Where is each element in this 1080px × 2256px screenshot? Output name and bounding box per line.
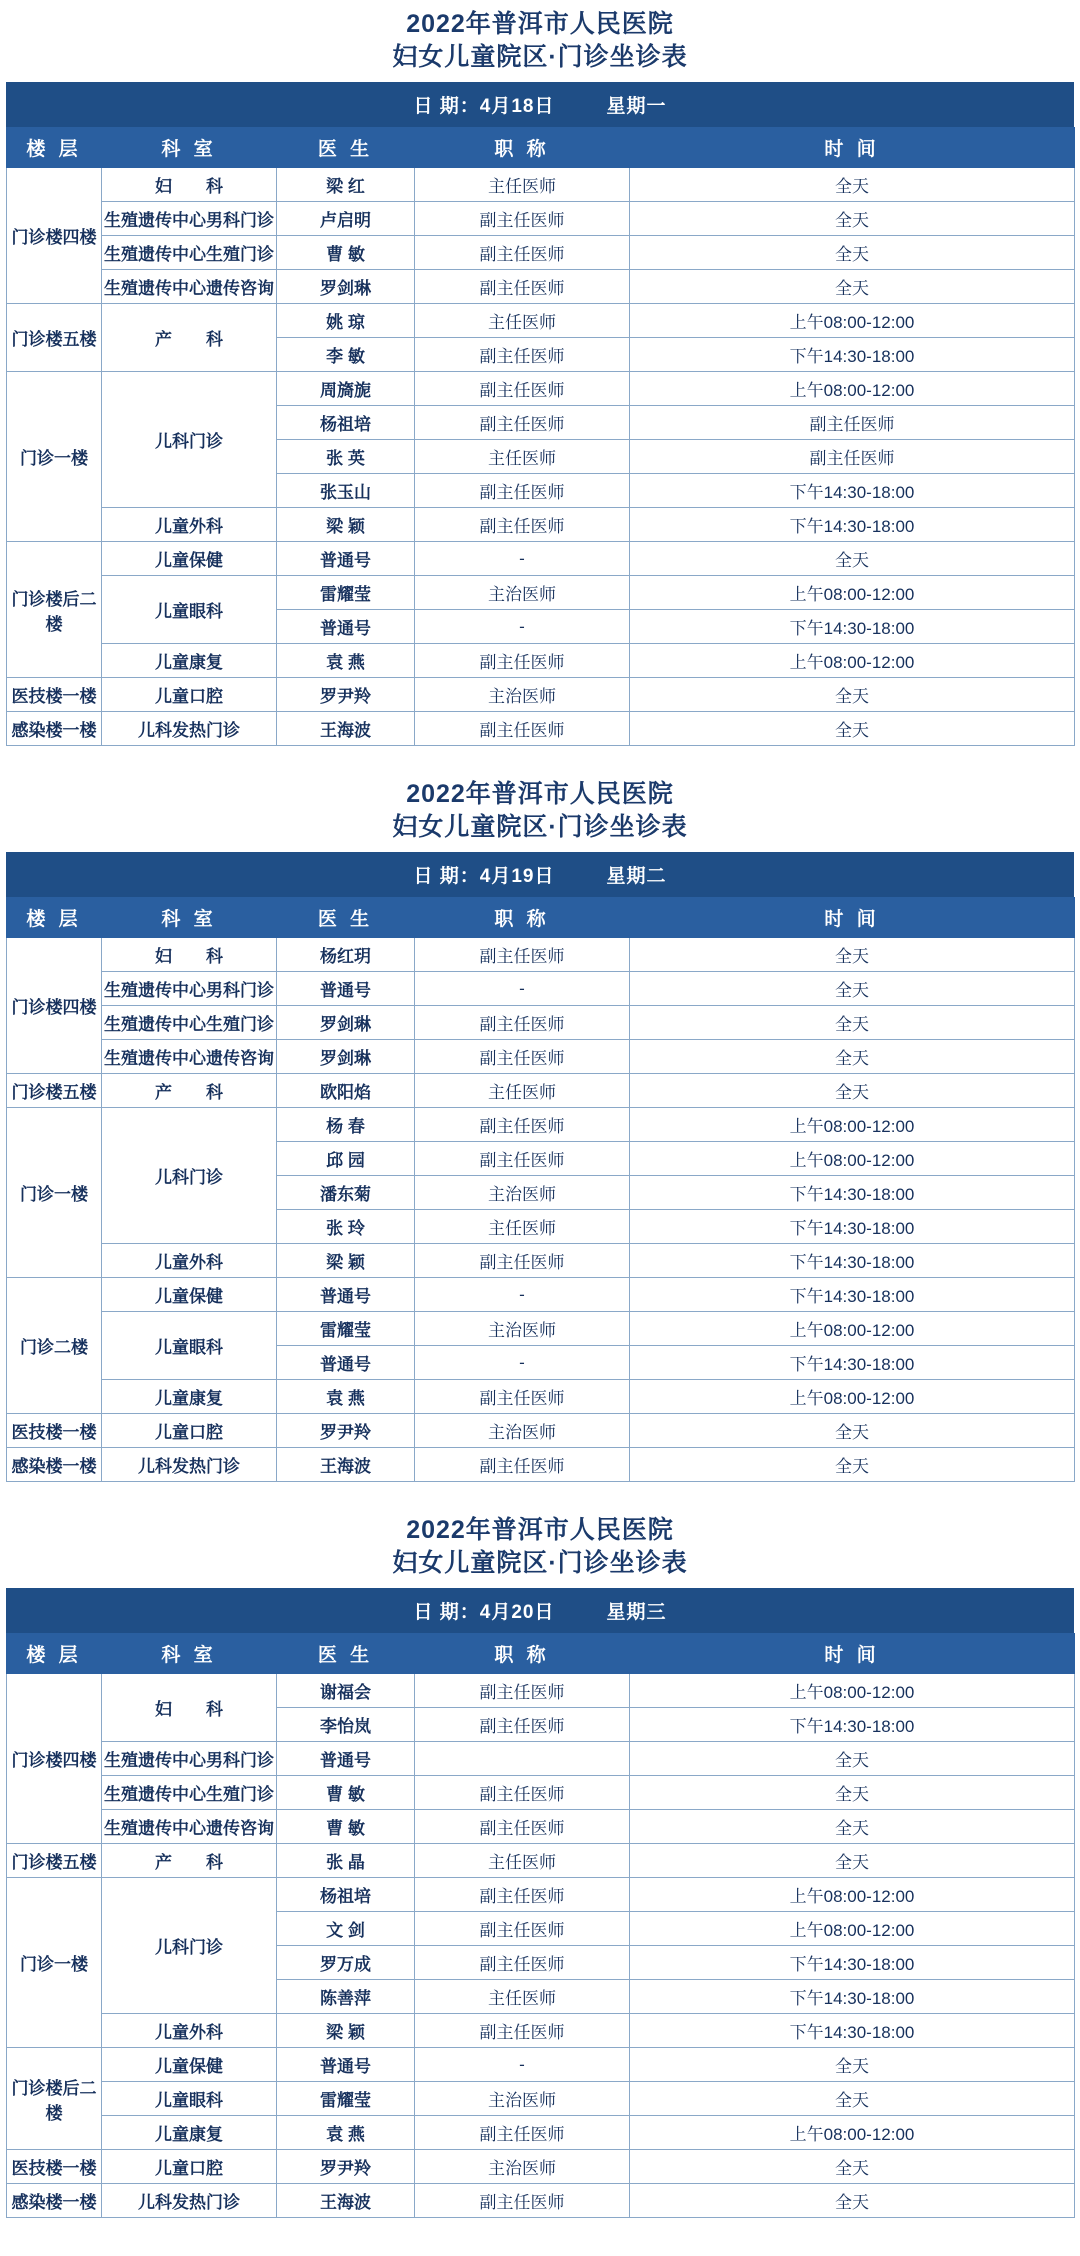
column-header: 科 室	[102, 1634, 277, 1674]
schedule-table-block	[6, 1510, 1074, 2218]
table-row	[7, 372, 1075, 406]
doctor-cell: 罗尹羚	[277, 2150, 415, 2184]
time-cell: 全天	[630, 270, 1075, 304]
floor-cell: 门诊楼后二楼	[7, 2048, 102, 2150]
department-cell: 儿童眼科	[102, 576, 277, 644]
department-cell: 儿童康复	[102, 644, 277, 678]
doctor-cell: 卢启明	[277, 202, 415, 236]
time-cell: 上午08:00-12:00	[630, 1108, 1075, 1142]
schedule-table-block	[6, 4, 1074, 746]
doctor-cell: 梁 红	[277, 168, 415, 202]
clinic-schedule-table	[6, 127, 1075, 746]
doctor-title-cell: 主治医师	[415, 678, 630, 712]
doctor-title-cell: -	[415, 1346, 630, 1380]
doctor-title-cell	[415, 1742, 630, 1776]
department-cell: 儿童保健	[102, 542, 277, 576]
department-cell: 产 科	[102, 1074, 277, 1108]
table-row	[7, 1006, 1075, 1040]
column-header: 科 室	[102, 128, 277, 168]
table-row	[7, 1810, 1075, 1844]
doctor-title-cell: 主任医师	[415, 1074, 630, 1108]
table-row	[7, 1040, 1075, 1074]
clinic-schedule-table	[6, 897, 1075, 1482]
department-cell: 生殖遗传中心生殖门诊	[102, 236, 277, 270]
department-cell: 儿科门诊	[102, 1108, 277, 1244]
floor-cell: 门诊楼五楼	[7, 304, 102, 372]
department-cell: 儿童外科	[102, 2014, 277, 2048]
time-cell: 下午14:30-18:00	[630, 1244, 1075, 1278]
department-cell: 儿童保健	[102, 2048, 277, 2082]
doctor-cell: 袁 燕	[277, 644, 415, 678]
department-cell: 生殖遗传中心遗传咨询	[102, 1810, 277, 1844]
department-cell: 妇 科	[102, 168, 277, 202]
doctor-cell: 罗尹羚	[277, 1414, 415, 1448]
doctor-cell: 普通号	[277, 972, 415, 1006]
time-cell: 下午14:30-18:00	[630, 610, 1075, 644]
department-cell: 生殖遗传中心生殖门诊	[102, 1006, 277, 1040]
table-row	[7, 1448, 1075, 1482]
doctor-cell: 张 晶	[277, 1844, 415, 1878]
table-row	[7, 712, 1075, 746]
department-cell: 产 科	[102, 304, 277, 372]
table-row	[7, 202, 1075, 236]
floor-cell: 感染楼一楼	[7, 2184, 102, 2218]
doctor-title-cell: 副主任医师	[415, 1108, 630, 1142]
table-header-row	[7, 898, 1075, 938]
table-row	[7, 270, 1075, 304]
column-header: 医 生	[277, 128, 415, 168]
doctor-cell: 普通号	[277, 610, 415, 644]
floor-cell: 门诊二楼	[7, 1278, 102, 1414]
column-header: 医 生	[277, 898, 415, 938]
table-row	[7, 938, 1075, 972]
table-row	[7, 542, 1075, 576]
doctor-cell: 梁 颖	[277, 1244, 415, 1278]
doctor-title-cell: 副主任医师	[415, 202, 630, 236]
time-cell: 全天	[630, 972, 1075, 1006]
floor-cell: 门诊楼四楼	[7, 168, 102, 304]
date-bar	[6, 82, 1074, 127]
column-header: 职 称	[415, 1634, 630, 1674]
doctor-cell: 李 敏	[277, 338, 415, 372]
doctor-title-cell: 主治医师	[415, 2082, 630, 2116]
time-cell: 下午14:30-18:00	[630, 1210, 1075, 1244]
doctor-cell: 罗剑琳	[277, 270, 415, 304]
doctor-title-cell: 主治医师	[415, 2150, 630, 2184]
weekday-value: 星期二	[606, 866, 667, 887]
doctor-title-cell: 副主任医师	[415, 508, 630, 542]
doctor-title-cell: -	[415, 542, 630, 576]
time-cell: 下午14:30-18:00	[630, 508, 1075, 542]
doctor-title-cell: 副主任医师	[415, 644, 630, 678]
column-header: 楼 层	[7, 898, 102, 938]
time-cell: 上午08:00-12:00	[630, 1912, 1075, 1946]
time-cell: 全天	[630, 202, 1075, 236]
doctor-cell: 雷耀莹	[277, 1312, 415, 1346]
table-row	[7, 1674, 1075, 1708]
doctor-title-cell: -	[415, 2048, 630, 2082]
doctor-cell: 李怡岚	[277, 1708, 415, 1742]
time-cell: 下午14:30-18:00	[630, 1176, 1075, 1210]
weekday-value: 星期三	[606, 1602, 667, 1623]
date-label: 日 期：	[413, 866, 480, 887]
column-header: 科 室	[102, 898, 277, 938]
doctor-cell: 曹 敏	[277, 1776, 415, 1810]
doctor-cell: 张玉山	[277, 474, 415, 508]
department-cell: 儿童保健	[102, 1278, 277, 1312]
doctor-title-cell: 副主任医师	[415, 1946, 630, 1980]
doctor-title-cell: 副主任医师	[415, 1380, 630, 1414]
doctor-cell: 普通号	[277, 1278, 415, 1312]
doctor-cell: 杨祖培	[277, 406, 415, 440]
table-row	[7, 508, 1075, 542]
table-row	[7, 1776, 1075, 1810]
doctor-title-cell: 主治医师	[415, 1312, 630, 1346]
table-row	[7, 2116, 1075, 2150]
department-cell: 产 科	[102, 1844, 277, 1878]
department-cell: 儿童眼科	[102, 1312, 277, 1380]
doctor-title-cell: 副主任医师	[415, 2184, 630, 2218]
time-cell: 下午14:30-18:00	[630, 338, 1075, 372]
table-row	[7, 972, 1075, 1006]
time-cell: 上午08:00-12:00	[630, 644, 1075, 678]
time-cell: 上午08:00-12:00	[630, 576, 1075, 610]
table-row	[7, 1312, 1075, 1346]
department-cell: 儿科门诊	[102, 372, 277, 508]
time-cell: 上午08:00-12:00	[630, 1878, 1075, 1912]
department-cell: 儿科门诊	[102, 1878, 277, 2014]
doctor-title-cell: 主任医师	[415, 440, 630, 474]
floor-cell: 医技楼一楼	[7, 1414, 102, 1448]
department-cell: 生殖遗传中心遗传咨询	[102, 270, 277, 304]
doctor-cell: 邱 园	[277, 1142, 415, 1176]
column-header: 时 间	[630, 898, 1075, 938]
table-row	[7, 1244, 1075, 1278]
department-cell: 生殖遗传中心男科门诊	[102, 202, 277, 236]
title-line-2: 妇女儿童院区·门诊坐诊表	[392, 813, 688, 841]
doctor-cell: 普通号	[277, 2048, 415, 2082]
date-value: 4月18日	[479, 96, 555, 117]
doctor-cell: 谢福会	[277, 1674, 415, 1708]
time-cell: 下午14:30-18:00	[630, 1946, 1075, 1980]
doctor-title-cell: 副主任医师	[415, 406, 630, 440]
doctor-cell: 雷耀莹	[277, 2082, 415, 2116]
column-header: 时 间	[630, 128, 1075, 168]
time-cell: 副主任医师	[630, 440, 1075, 474]
doctor-title-cell: 主治医师	[415, 1414, 630, 1448]
department-cell: 儿科发热门诊	[102, 2184, 277, 2218]
doctor-title-cell: -	[415, 610, 630, 644]
time-cell: 上午08:00-12:00	[630, 1312, 1075, 1346]
time-cell: 下午14:30-18:00	[630, 1346, 1075, 1380]
column-header: 职 称	[415, 898, 630, 938]
title-block	[6, 4, 1074, 82]
time-cell: 全天	[630, 1040, 1075, 1074]
column-header: 时 间	[630, 1634, 1075, 1674]
time-cell: 全天	[630, 938, 1075, 972]
department-cell: 生殖遗传中心生殖门诊	[102, 1776, 277, 1810]
table-row	[7, 1380, 1075, 1414]
weekday-value: 星期一	[606, 96, 667, 117]
time-cell: 下午14:30-18:00	[630, 1278, 1075, 1312]
table-row	[7, 2184, 1075, 2218]
doctor-cell: 雷耀莹	[277, 576, 415, 610]
doctor-title-cell: 主任医师	[415, 304, 630, 338]
column-header: 职 称	[415, 128, 630, 168]
doctor-cell: 潘东菊	[277, 1176, 415, 1210]
time-cell: 全天	[630, 1844, 1075, 1878]
doctor-cell: 普通号	[277, 1346, 415, 1380]
time-cell: 全天	[630, 542, 1075, 576]
column-header: 楼 层	[7, 128, 102, 168]
table-header-row	[7, 1634, 1075, 1674]
doctor-cell: 罗剑琳	[277, 1006, 415, 1040]
time-cell: 下午14:30-18:00	[630, 1708, 1075, 1742]
time-cell: 全天	[630, 1448, 1075, 1482]
doctor-cell: 陈善萍	[277, 1980, 415, 2014]
date-bar	[6, 852, 1074, 897]
doctor-title-cell: 主治医师	[415, 1176, 630, 1210]
doctor-title-cell: 主任医师	[415, 1210, 630, 1244]
time-cell: 全天	[630, 1414, 1075, 1448]
table-row	[7, 678, 1075, 712]
department-cell: 儿童口腔	[102, 678, 277, 712]
table-header-row	[7, 128, 1075, 168]
doctor-title-cell: 主任医师	[415, 168, 630, 202]
time-cell: 全天	[630, 678, 1075, 712]
department-cell: 儿童眼科	[102, 2082, 277, 2116]
time-cell: 全天	[630, 2082, 1075, 2116]
doctor-cell: 普通号	[277, 1742, 415, 1776]
doctor-title-cell: 副主任医师	[415, 938, 630, 972]
date-value: 4月19日	[479, 866, 555, 887]
doctor-cell: 曹 敏	[277, 236, 415, 270]
department-cell: 儿童康复	[102, 1380, 277, 1414]
department-cell: 儿童外科	[102, 508, 277, 542]
doctor-title-cell: 副主任医师	[415, 2014, 630, 2048]
title-line-2: 妇女儿童院区·门诊坐诊表	[392, 1549, 688, 1577]
doctor-cell: 罗剑琳	[277, 1040, 415, 1074]
department-cell: 儿科发热门诊	[102, 712, 277, 746]
table-row	[7, 1844, 1075, 1878]
floor-cell: 感染楼一楼	[7, 712, 102, 746]
table-row	[7, 1878, 1075, 1912]
table-row	[7, 1074, 1075, 1108]
doctor-title-cell: 副主任医师	[415, 474, 630, 508]
time-cell: 下午14:30-18:00	[630, 2014, 1075, 2048]
time-cell: 全天	[630, 2150, 1075, 2184]
doctor-cell: 王海波	[277, 1448, 415, 1482]
doctor-cell: 文 剑	[277, 1912, 415, 1946]
table-row	[7, 1742, 1075, 1776]
time-cell: 下午14:30-18:00	[630, 1980, 1075, 2014]
time-cell: 全天	[630, 2184, 1075, 2218]
floor-cell: 门诊楼四楼	[7, 1674, 102, 1844]
floor-cell: 医技楼一楼	[7, 678, 102, 712]
doctor-title-cell: 副主任医师	[415, 1244, 630, 1278]
time-cell: 全天	[630, 168, 1075, 202]
doctor-title-cell: 副主任医师	[415, 1878, 630, 1912]
department-cell: 生殖遗传中心男科门诊	[102, 1742, 277, 1776]
time-cell: 上午08:00-12:00	[630, 1674, 1075, 1708]
department-cell: 生殖遗传中心男科门诊	[102, 972, 277, 1006]
department-cell: 儿科发热门诊	[102, 1448, 277, 1482]
title-line-2: 妇女儿童院区·门诊坐诊表	[392, 43, 688, 71]
title-line-1: 2022年普洱市人民医院	[406, 1516, 674, 1544]
department-cell: 妇 科	[102, 1674, 277, 1742]
doctor-title-cell: 副主任医师	[415, 1040, 630, 1074]
table-row	[7, 576, 1075, 610]
time-cell: 全天	[630, 1776, 1075, 1810]
time-cell: 下午14:30-18:00	[630, 474, 1075, 508]
doctor-title-cell: 主任医师	[415, 1844, 630, 1878]
time-cell: 全天	[630, 1074, 1075, 1108]
table-row	[7, 1108, 1075, 1142]
doctor-title-cell: 主任医师	[415, 1980, 630, 2014]
date-value: 4月20日	[479, 1602, 555, 1623]
department-cell: 妇 科	[102, 938, 277, 972]
title-block	[6, 1510, 1074, 1588]
doctor-cell: 张 玲	[277, 1210, 415, 1244]
doctor-title-cell: 副主任医师	[415, 1142, 630, 1176]
doctor-title-cell: 副主任医师	[415, 236, 630, 270]
doctor-title-cell: 副主任医师	[415, 372, 630, 406]
doctor-cell: 周旖旎	[277, 372, 415, 406]
doctor-cell: 王海波	[277, 2184, 415, 2218]
time-cell: 上午08:00-12:00	[630, 1380, 1075, 1414]
doctor-cell: 张 英	[277, 440, 415, 474]
department-cell: 生殖遗传中心遗传咨询	[102, 1040, 277, 1074]
doctor-cell: 姚 琼	[277, 304, 415, 338]
column-header: 楼 层	[7, 1634, 102, 1674]
table-row	[7, 168, 1075, 202]
time-cell: 上午08:00-12:00	[630, 2116, 1075, 2150]
schedule-table-block	[6, 774, 1074, 1482]
doctor-title-cell: 主治医师	[415, 576, 630, 610]
floor-cell: 门诊楼五楼	[7, 1844, 102, 1878]
time-cell: 上午08:00-12:00	[630, 372, 1075, 406]
department-cell: 儿童口腔	[102, 1414, 277, 1448]
doctor-title-cell: 副主任医师	[415, 2116, 630, 2150]
column-header: 医 生	[277, 1634, 415, 1674]
date-label: 日 期：	[413, 1602, 480, 1623]
time-cell: 全天	[630, 712, 1075, 746]
doctor-title-cell: 副主任医师	[415, 1708, 630, 1742]
doctor-cell: 梁 颖	[277, 2014, 415, 2048]
time-cell: 副主任医师	[630, 406, 1075, 440]
time-cell: 全天	[630, 236, 1075, 270]
table-row	[7, 1414, 1075, 1448]
floor-cell: 门诊一楼	[7, 1878, 102, 2048]
doctor-cell: 杨 春	[277, 1108, 415, 1142]
time-cell: 上午08:00-12:00	[630, 1142, 1075, 1176]
table-row	[7, 2082, 1075, 2116]
doctor-title-cell: 副主任医师	[415, 1810, 630, 1844]
doctor-cell: 梁 颖	[277, 508, 415, 542]
time-cell: 全天	[630, 1810, 1075, 1844]
title-block	[6, 774, 1074, 852]
doctor-cell: 普通号	[277, 542, 415, 576]
department-cell: 儿童口腔	[102, 2150, 277, 2184]
doctor-cell: 曹 敏	[277, 1810, 415, 1844]
table-row	[7, 2048, 1075, 2082]
time-cell: 全天	[630, 2048, 1075, 2082]
schedule-document	[6, 4, 1074, 2218]
doctor-cell: 王海波	[277, 712, 415, 746]
table-row	[7, 2150, 1075, 2184]
doctor-cell: 袁 燕	[277, 2116, 415, 2150]
time-cell: 全天	[630, 1742, 1075, 1776]
title-line-1: 2022年普洱市人民医院	[406, 780, 674, 808]
table-row	[7, 644, 1075, 678]
department-cell: 儿童康复	[102, 2116, 277, 2150]
doctor-title-cell: 副主任医师	[415, 1674, 630, 1708]
doctor-title-cell: -	[415, 972, 630, 1006]
doctor-title-cell: 副主任医师	[415, 712, 630, 746]
floor-cell: 门诊楼后二楼	[7, 542, 102, 678]
floor-cell: 门诊一楼	[7, 372, 102, 542]
doctor-title-cell: 副主任医师	[415, 1448, 630, 1482]
doctor-title-cell: 副主任医师	[415, 1912, 630, 1946]
doctor-title-cell: -	[415, 1278, 630, 1312]
time-cell: 全天	[630, 1006, 1075, 1040]
time-cell: 上午08:00-12:00	[630, 304, 1075, 338]
department-cell: 儿童外科	[102, 1244, 277, 1278]
table-row	[7, 2014, 1075, 2048]
floor-cell: 感染楼一楼	[7, 1448, 102, 1482]
floor-cell: 门诊楼五楼	[7, 1074, 102, 1108]
table-row	[7, 1278, 1075, 1312]
doctor-title-cell: 副主任医师	[415, 270, 630, 304]
title-line-1: 2022年普洱市人民医院	[406, 10, 674, 38]
floor-cell: 门诊楼四楼	[7, 938, 102, 1074]
doctor-cell: 罗尹羚	[277, 678, 415, 712]
doctor-title-cell: 副主任医师	[415, 1776, 630, 1810]
doctor-cell: 欧阳焰	[277, 1074, 415, 1108]
doctor-cell: 罗万成	[277, 1946, 415, 1980]
floor-cell: 门诊一楼	[7, 1108, 102, 1278]
doctor-title-cell: 副主任医师	[415, 338, 630, 372]
table-row	[7, 304, 1075, 338]
doctor-cell: 杨祖培	[277, 1878, 415, 1912]
date-label: 日 期：	[413, 96, 480, 117]
floor-cell: 医技楼一楼	[7, 2150, 102, 2184]
doctor-title-cell: 副主任医师	[415, 1006, 630, 1040]
table-row	[7, 236, 1075, 270]
date-bar	[6, 1588, 1074, 1633]
doctor-cell: 杨红玥	[277, 938, 415, 972]
doctor-cell: 袁 燕	[277, 1380, 415, 1414]
